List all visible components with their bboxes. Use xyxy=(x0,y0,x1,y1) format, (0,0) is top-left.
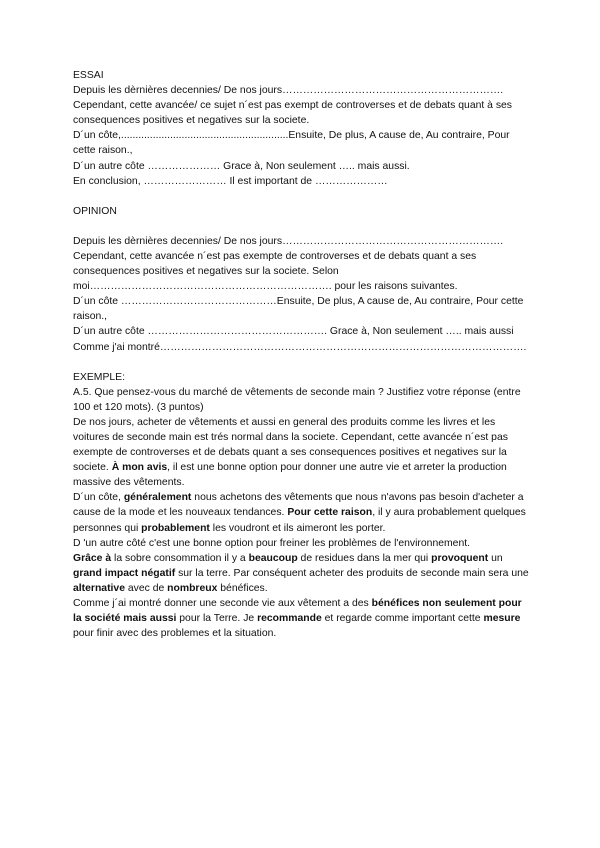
text: la sobre consommation il y a xyxy=(111,552,249,564)
opinion-first-side: D´un côte ………………………………………Ensuite, De plus, A cause de, Au contraire, Pour cette raison., xyxy=(73,296,524,323)
exemple-heading: EXEMPLE: xyxy=(73,371,125,383)
bold-phrase: Grâce à xyxy=(73,552,112,564)
text: sur la terre. Par conséquent acheter des produits de seconde main sera une xyxy=(175,567,529,579)
text: , il est une bonne option pour donner une autre vie et arreter la production massive des vêtements. xyxy=(73,462,507,489)
text: D´un côte, xyxy=(73,492,124,504)
bold-phrase: Pour cette raison xyxy=(287,507,373,519)
text: , il y aura probablement quelques personnes qui xyxy=(73,507,526,534)
text: de residues dans la mer qui xyxy=(297,552,432,564)
bold-phrase: généralement xyxy=(123,492,192,504)
exemple-question: A.5. Que pensez-vous du marché de vêtements de seconde main ? Justifiez votre réponse (entre 100 et 120 mots). (3 puntos) xyxy=(73,386,521,413)
text: pour finir avec des problemes et la situation. xyxy=(73,628,277,640)
essai-conclusion: En conclusion, …………………… Il est important de ………………… xyxy=(73,175,388,187)
essai-intro: Depuis les dèrnières decennies/ De nos jours………………………………………………………. Cependant, cette avancée/ ce sujet n´est pas exempt de controverses et de debats quant à ses consequences positives et negatives sur la societe. xyxy=(73,85,512,127)
exemple-paragraph-1 xyxy=(73,415,531,490)
bold-phrase: alternative xyxy=(73,582,125,594)
text: De nos jours, acheter de vêtements et aussi en general des produits comme les livres et les voitures de seconde main est trés normal dans la societe. Cependant, cette avancée n´est pas exempte de controverses et de debats quant a ses consequences positives et negatives sur la societe. xyxy=(73,416,508,474)
text: bénéfices. xyxy=(217,582,268,594)
bold-phrase: beaucoup xyxy=(248,552,298,564)
spacer xyxy=(73,355,531,370)
exemple-paragraph-2 xyxy=(73,490,531,535)
exemple-paragraph-3: D 'un autre côté c'est une bonne option pour freiner les problèmes de l'environnement. xyxy=(73,537,470,549)
spacer xyxy=(73,219,531,234)
essai-heading: ESSAI xyxy=(73,70,104,81)
essai-other-side: D´un autre côte ………………… Grace à, Non seulement ….. mais aussi. xyxy=(73,160,410,172)
bold-phrase: probablement xyxy=(141,522,210,534)
bold-phrase: mesure xyxy=(483,613,521,625)
text: nous achetons des vêtements que nous n'avons pas besoin d'acheter a cause de la mode et les nouveaux tendances. xyxy=(73,492,524,519)
exemple-paragraph-4 xyxy=(73,551,531,596)
essai-first-side: D´un côte,..........................................................Ensuite, De plus, A cause de, Au contraire, Pour cette raison., xyxy=(73,130,510,157)
opinion-other-side: D´un autre côte ……………………………………………. Grace à, Non seulement ….. mais aussi xyxy=(73,326,514,338)
opinion-heading: OPINION xyxy=(73,205,117,217)
exemple-paragraph-5 xyxy=(73,596,531,641)
text: pour la Terre. Je xyxy=(176,613,258,625)
bold-phrase: grand impact négatif xyxy=(73,567,176,579)
text: et regarde comme important cette xyxy=(321,613,484,625)
opinion-conclusion: Comme j'ai montré……………………………………………………………………………………………. xyxy=(73,341,527,353)
bold-phrase: bénéfices non seulement pour la société mais aussi xyxy=(73,598,522,625)
bold-phrase: provoquent xyxy=(431,552,489,564)
spacer xyxy=(73,189,531,204)
opinion-intro: Depuis les dèrnières decennies/ De nos jours………………………………………………………. Cependant, cette avancée n´est pas exempte de controverses et de debats quant a ses consequences positives et negatives sur la societe. Selon moi……………………………………………………………. pour les raisons suivantes. xyxy=(73,235,504,293)
text: les voudront et ils aimeront les porter. xyxy=(209,522,386,534)
bold-phrase: recommande xyxy=(257,613,322,625)
text: un xyxy=(488,552,503,564)
bold-phrase: nombreux xyxy=(167,582,218,594)
text: Comme j´ai montré donner une seconde vie aux vêtement a des xyxy=(73,598,372,609)
bold-phrase: À mon avis xyxy=(111,462,168,474)
document-page xyxy=(73,68,531,641)
text: avec de xyxy=(124,582,168,594)
